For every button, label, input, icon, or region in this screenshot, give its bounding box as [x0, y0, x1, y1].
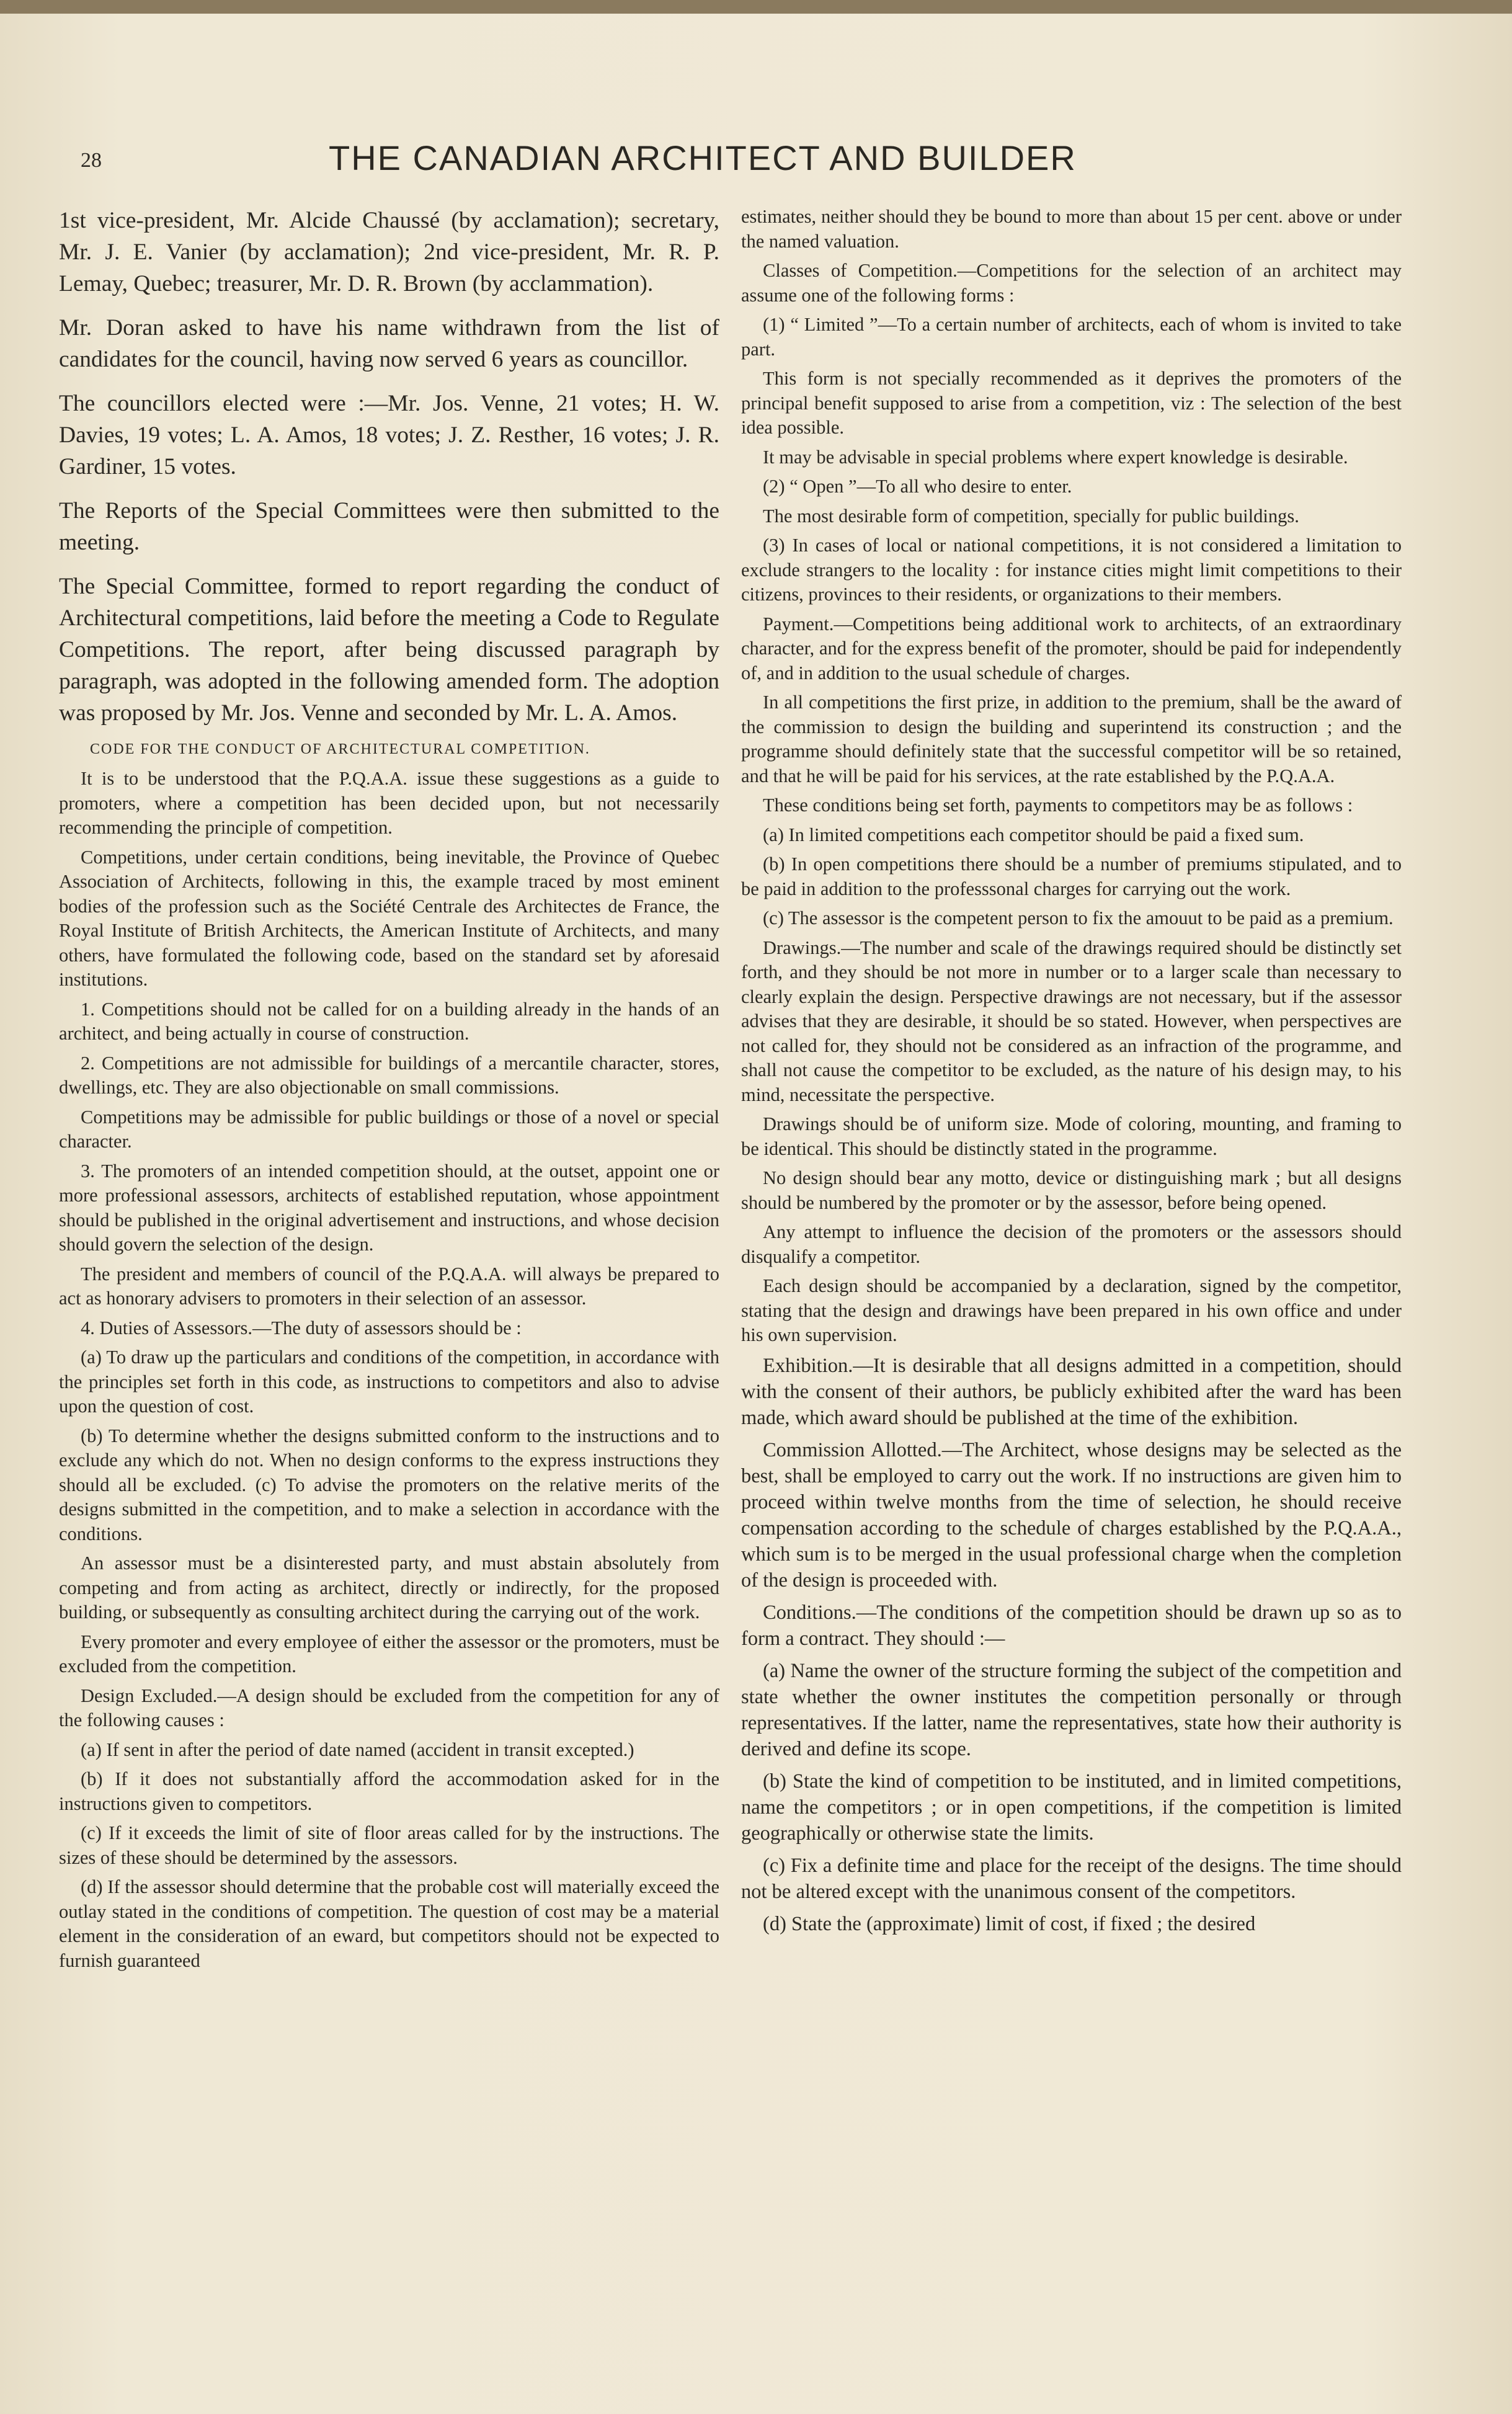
- paragraph: The Reports of the Special Committees were then submitted to the meeting.: [59, 498, 719, 555]
- paragraph: estimates, neither should they be bound to more than about 15 per cent. above or under the named valuation.: [741, 206, 1402, 252]
- paragraph: No design should bear any motto, device or distinguishing mark ; but all designs should be numbered by the promoter or by the assessor, before being opened.: [741, 1167, 1402, 1213]
- paragraph: 4. Duties of Assessors.—The duty of assessors should be :: [81, 1317, 522, 1338]
- paragraph: Every promoter and every employee of either the assessor or the promoters, must be excluded from the competition.: [59, 1631, 719, 1677]
- paragraph: (c) Fix a definite time and place for the receipt of the designs. The time should not be altered except with the unanimous consent of the competitors.: [741, 1854, 1402, 1903]
- paragraph: (a) Name the owner of the structure forming the subject of the competition and state whether the owner institutes the competition personally or through representatives. If the latter, name the representatives, state how their authority is derived and define its scope.: [741, 1659, 1402, 1760]
- paragraph: (2) “ Open ”—To all who desire to enter.: [763, 476, 1072, 497]
- paragraph: (b) To determine whether the designs submitted conform to the instructions and to exclude any which do not. When no design conforms to the express instructions they should all be excluded. (c) To advise the promoters on the relative merits of the designs submitted in the competition, and to make a selection in accordance with the conditions.: [59, 1425, 719, 1544]
- page-title: THE CANADIAN ARCHITECT AND BUILDER: [329, 138, 1077, 177]
- paragraph: (b) State the kind of competition to be instituted, and in limited competitions, name the competitors ; or in open competitions, if the competition is limited geographically or otherwise state the limits.: [741, 1770, 1402, 1845]
- paragraph: 2. Competitions are not admissible for buildings of a mercantile character, stores, dwellings, etc. They are also objectionable on small commissions.: [59, 1052, 719, 1098]
- paragraph: These conditions being set forth, payments to competitors may be as follows :: [763, 795, 1353, 816]
- intro-section: [59, 205, 719, 729]
- paragraph: The most desirable form of competition, specially for public buildings.: [763, 505, 1299, 527]
- paragraph: The president and members of council of the P.Q.A.A. will always be prepared to act as honorary advisers to promoters in their selection of an assessor.: [59, 1263, 719, 1309]
- paragraph: (a) To draw up the particulars and conditions of the competition, in accordance with the principles set forth in this code, as instructions to competitors and also to advise upon the question of cost.: [59, 1347, 719, 1417]
- paragraph: 1st vice-president, Mr. Alcide Chaussé (by acclamation); secretary, Mr. J. E. Vanier (by acclamation); 2nd vice-president, Mr. R. P. Lemay, Quebec; treasurer, Mr. D. R. Brown (by acclammation).: [59, 208, 719, 296]
- right-small-section: [741, 205, 1402, 1937]
- paragraph: Competitions may be admissible for public buildings or those of a novel or special character.: [59, 1106, 719, 1152]
- paragraph: An assessor must be a disinterested party, and must abstain absolutely from competing and from acting as architect, directly or indirectly, for the proposed building, or subsequently as consulting architect during the carrying out of the work.: [59, 1552, 719, 1623]
- code-section: [59, 767, 719, 1973]
- paragraph: Any attempt to influence the decision of the promoters or the assessors should disqualify a competitor.: [741, 1221, 1402, 1267]
- paragraph: (3) In cases of local or national competitions, it is not considered a limitation to exclude strangers to the locality : for instance cities might limit competitions to their citizens, provinces to their residents, or organizations to their members.: [741, 535, 1402, 605]
- paragraph: It is to be understood that the P.Q.A.A. issue these suggestions as a guide to promoters, where a competition has been decided upon, but not necessarily recommending the principle of competition.: [59, 768, 719, 838]
- paragraph: It may be advisable in special problems where expert knowledge is desirable.: [763, 446, 1348, 468]
- paragraph: 1. Competitions should not be called for on a building already in the hands of an architect, and being actually in course of construction.: [59, 998, 719, 1044]
- paragraph: Commission Allotted.—The Architect, whose designs may be selected as the best, shall be employed to carry out the work. If no instructions are given him to proceed within twelve months from the time of selection, he should receive compensation according to the schedule of charges established by the P.Q.A.A., which sum is to be merged in the usual professional charge when the completion of the design is proceeded with.: [741, 1438, 1402, 1592]
- paragraph: (1) “ Limited ”—To a certain number of architects, each of whom is invited to take part.: [741, 314, 1402, 360]
- paragraph: Classes of Competition.—Competitions for the selection of an architect may assume one of the following forms :: [741, 260, 1402, 306]
- paragraph: (c) If it exceeds the limit of site of floor areas called for by the instructions. The sizes of these should be determined by the assessors.: [59, 1822, 719, 1868]
- paragraph: This form is not specially recommended as it deprives the promoters of the principal benefit supposed to arise from a competition, viz : The selection of the best idea possible.: [741, 368, 1402, 438]
- paragraph: Conditions.—The conditions of the competition should be drawn up so as to form a contract. They should :—: [741, 1601, 1402, 1650]
- paragraph: The councillors elected were :—Mr. Jos. Venne, 21 votes; H. W. Davies, 19 votes; L. A. Amos, 18 votes; J. Z. Resther, 16 votes; J. R. Gardiner, 15 votes.: [59, 391, 719, 479]
- paragraph: Payment.—Competitions being additional work to architects, of an extraordinary character, and for the express benefit of the promoter, should be paid for independently of, and in addition to the usual schedule of charges.: [741, 613, 1402, 684]
- paragraph: Each design should be accompanied by a declaration, signed by the competitor, stating that the design and drawings have been prepared in his own office and under his own supervision.: [741, 1275, 1402, 1345]
- code-heading: CODE FOR THE CONDUCT OF ARCHITECTURAL COMPETITION.: [90, 741, 590, 757]
- left-column: [59, 205, 719, 1978]
- paragraph: Exhibition.—It is desirable that all designs admitted in a competition, should with the consent of their authors, be publicly exhibited after the ward has been made, which award should be published at the time of the exhibition.: [741, 1354, 1402, 1429]
- paragraph: (b) If it does not substantially afford the accommodation asked for in the instructions given to competitors.: [59, 1768, 719, 1814]
- paragraph: Competitions, under certain conditions, being inevitable, the Province of Quebec Association of Architects, following in this, the example traced by most eminent bodies of the profession such as the Société Centrale des Architectes de France, the Royal Institute of British Architects, the American Institute of Architects, and many others, have formulated the following code, based on the standard set by aforesaid institutions.: [59, 846, 719, 990]
- paragraph: 3. The promoters of an intended competition should, at the outset, appoint one or more professional assessors, architects of established reputation, whose appointment should be published in the original advertisement and instructions, and whose decision should govern the selection of the design.: [59, 1160, 719, 1255]
- right-column: [741, 205, 1402, 1943]
- paragraph: (a) In limited competitions each competitor should be paid a fixed sum.: [763, 824, 1304, 845]
- paragraph: (d) State the (approximate) limit of cost, if fixed ; the desired: [763, 1912, 1256, 1935]
- paragraph: In all competitions the first prize, in addition to the premium, shall be the award of the commission to design the building and superintend its construction ; and the programme should definitely state that the successful competitor will be so retained, and that he will be paid for his services, at the rate established by the P.Q.A.A.: [741, 692, 1402, 786]
- paragraph: Drawings should be of uniform size. Mode of coloring, mounting, and framing to be identical. This should be distinctly stated in the programme.: [741, 1113, 1402, 1159]
- scan-top-edge: [0, 0, 1512, 14]
- paragraph: (a) If sent in after the period of date named (accident in transit excepted.): [81, 1739, 634, 1760]
- paragraph: (c) The assessor is the competent person to fix the amouut to be paid as a premium.: [763, 907, 1394, 929]
- paragraph: Design Excluded.—A design should be excluded from the competition for any of the following causes :: [59, 1685, 719, 1730]
- paragraph: Drawings.—The number and scale of the drawings required should be distinctly set forth, and they should be not more in number or to a larger scale than necessary to clearly explain the design. Perspective drawings are not necessary, but if the assessor advises that they are desirable, it should be so stated. However, when perspectives are not called for, they should not be considered as an infraction of the programme, and shall not cause the competitor to be excluded, as the nature of his design may, to his mind, necessitate the perspective.: [741, 937, 1402, 1105]
- paragraph: Mr. Doran asked to have his name withdrawn from the list of candidates for the council, having now served 6 years as councillor.: [59, 315, 719, 372]
- paragraph: (d) If the assessor should determine that the probable cost will materially exceed the outlay stated in the conditions of competition. The question of cost may be a material element in the consideration of an eward, but competitors should not be expected to furnish guaranteed: [59, 1876, 719, 1971]
- page-number: 28: [81, 149, 102, 172]
- paragraph: The Special Committee, formed to report regarding the conduct of Architectural competitions, laid before the meeting a Code to Regulate Competitions. The report, after being discussed paragraph by paragraph, was adopted in the following amended form. The adoption was proposed by Mr. Jos. Venne and seconded by Mr. L. A. Amos.: [59, 574, 719, 726]
- paragraph: (b) In open competitions there should be a number of premiums stipulated, and to be paid in addition to the professsonal charges for carrying out the work.: [741, 853, 1402, 899]
